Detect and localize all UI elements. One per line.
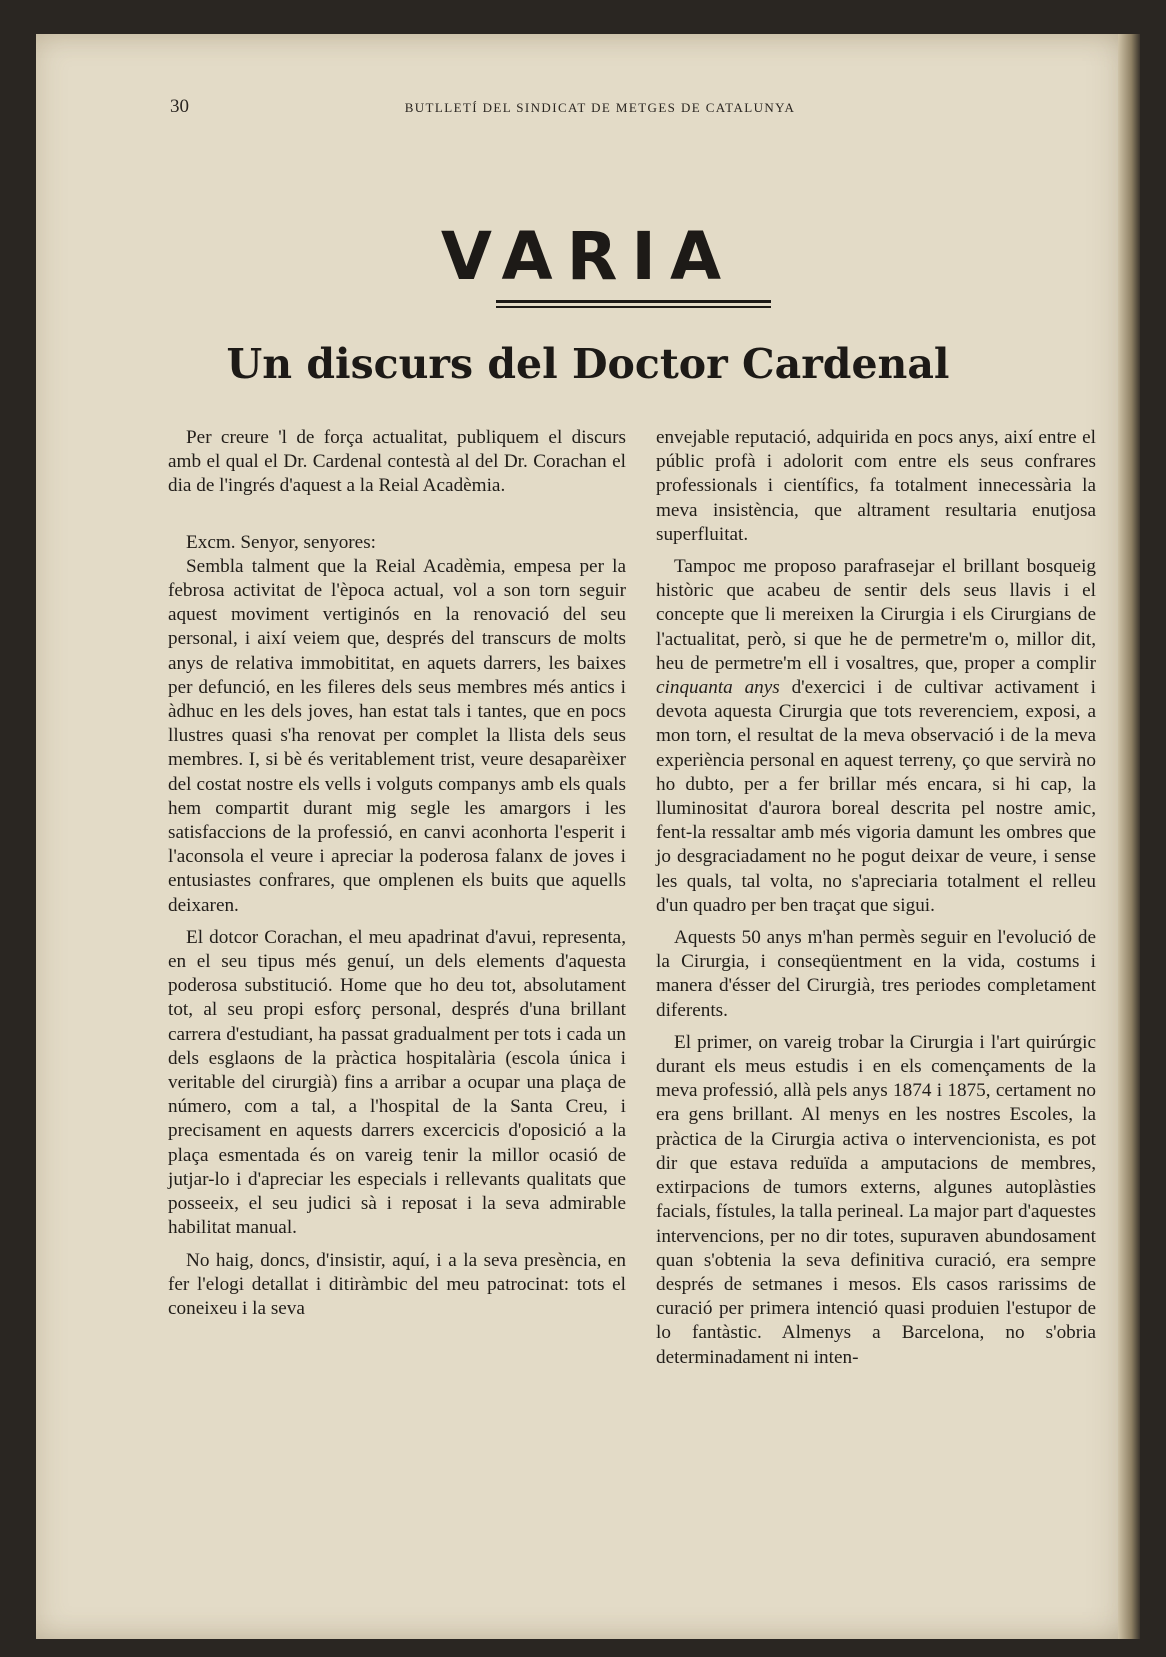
page-header [170, 96, 1030, 120]
left-column [168, 426, 626, 1639]
greeting: Excm. Senyor, senyores: [186, 531, 377, 553]
paragraph: envejable reputació, adquirida en pocs anys, així entre el públic profà i adolorit com entre els seus confrares professionals i científics, fa totalment innecessària la meva insistència, que altrament resultaria enutjosa superfluitat. [656, 427, 1096, 545]
page-number: 30 [170, 96, 189, 117]
paragraph [656, 555, 1096, 918]
paragraph: El dotcor Corachan, el meu apadrinat d'avui, representa, en el seu tipus més genuí, un dels elements d'aquesta poderosa substitució. Home que ho deu tot, absolutament tot, al seu propi esforç personal, després d'una brillant carrera d'estudiant, ha passat gradualment per tots i cada un dels esglaons de la pràctica hospitalària (escola única i veritable del cirurgià) fins a arribar a ocupar una plaça de número, com a tal, a l'hospital de la Santa Creu, i precisament en aquests darrers excercicis d'oposició a la plaça esmentada és on vareig tenir la millor ocasió de jutjar-lo i d'apreciar les especials i rellevants qualitats que posseeix, el seu judici sà i reposat i la seva admirable habilitat manual. [168, 926, 626, 1239]
intro-paragraph: Per creure 'l de força actualitat, publiquem el discurs amb el qual el Dr. Cardenal contestà al del Dr. Corachan el dia de l'ingrés d'aquest a la Reial Acadèmia. [168, 427, 626, 497]
document-page [36, 34, 1140, 1639]
paragraph: Aquests 50 anys m'han permès seguir en l'evolució de la Cirurgia, i conseqüentment en la vida, costums i manera d'ésser del Cirurgià, tres periodes completament diferents. [656, 927, 1096, 1021]
emphasis-text: cinquanta anys [656, 677, 780, 699]
paragraph-text: Tampoc me proposo parafrasejar el brillant bosqueig històric que acabeu de sentir dels seus llavis i el concepte que li mereixen la Cirurgia i els Cirurgians de l'actualitat, però, si que he de permetre'm o, millor dit, heu de permetre'm ell i vosaltres, que, proper a complir [656, 556, 1096, 674]
paragraph: No haig, doncs, d'insistir, aquí, i a la seva presència, en fer l'elogi detallat i ditiràmbic del meu patrocinat: tots el coneixeu i la seva [168, 1249, 626, 1319]
paragraph-text: d'exercici i de cultivar activament i devota aquesta Cirurgia que tots reverenciem, exposi, a mon torn, el resultat de la meva observació i de la meva experiència personal en aquest terreny, ço que servirà no ho dubto, per a fer brillar més encara, si hi cap, la lluminositat d'aurora boreal descrita pel nostre amic, fent-la ressaltar amb més vigoria damunt les ombres que jo desgraciadament no he pogut deixar de veure, i sense les quals, tal volta, no s'apreciaria totalment el relleu d'un quadro per ben traçat que sigui. [656, 677, 1096, 916]
running-head: BUTLLETÍ DEL SINDICAT DE METGES DE CATALUNYA [404, 100, 796, 115]
paragraph: Sembla talment que la Reial Acadèmia, empesa per la febrosa activitat de l'època actual, vol a son torn seguir aquest moviment vertiginós en la renovació del seu personal, i així veiem que, després del transcurs de molts anys de relativa immobititat, en aquets darrers, les baixes per defunció, en les fileres dels seus membres més antics i àdhuc en les dels joves, han estat tals i tantes, que en pocs llustres quasi s'ha renovat per complet la llista dels seus membres. I, si bè és veritablement trist, veure desaparèixer del costat nostre els vells i volguts companys amb els quals hem compartit durant mig segle les amargors i les satisfaccions de la professió, en canvi aconhorta l'esperit i l'aconsola el veure i apreciar la poderosa falanx de joves i entusiastes confrares, que omplenen els buits que aquells deixaren. [168, 555, 626, 916]
paragraph: El primer, on vareig trobar la Cirurgia i l'art quirúrgic durant els meus estudis i en els començaments de la meva professió, allà pels anys 1874 i 1875, certament no era gens brillant. Al menys en les nostres Escoles, la pràctica de la Cirurgia activa o intervencionista, es pot dir que estava reduïda a amputacions de membres, extirpacions de tumors externs, algunes autoplàsties facials, fístules, la talla perineal. La major part d'aquestes intervencions, per no dir totes, supuraven abundosament quan s'obtenia la seva definitiva curació, era sempre després de setmanes i mesos. Els casos rarissims de curació per primera intenció quasi produien l'estupor de lo fantàstic. Almenys a Barcelona, no s'obria determinadament ni inten- [656, 1031, 1096, 1368]
right-column [656, 426, 1096, 1639]
section-title: VARIA [440, 218, 736, 295]
article-title: Un discurs del Doctor Cardenal [226, 340, 950, 388]
title-rule [496, 300, 771, 308]
